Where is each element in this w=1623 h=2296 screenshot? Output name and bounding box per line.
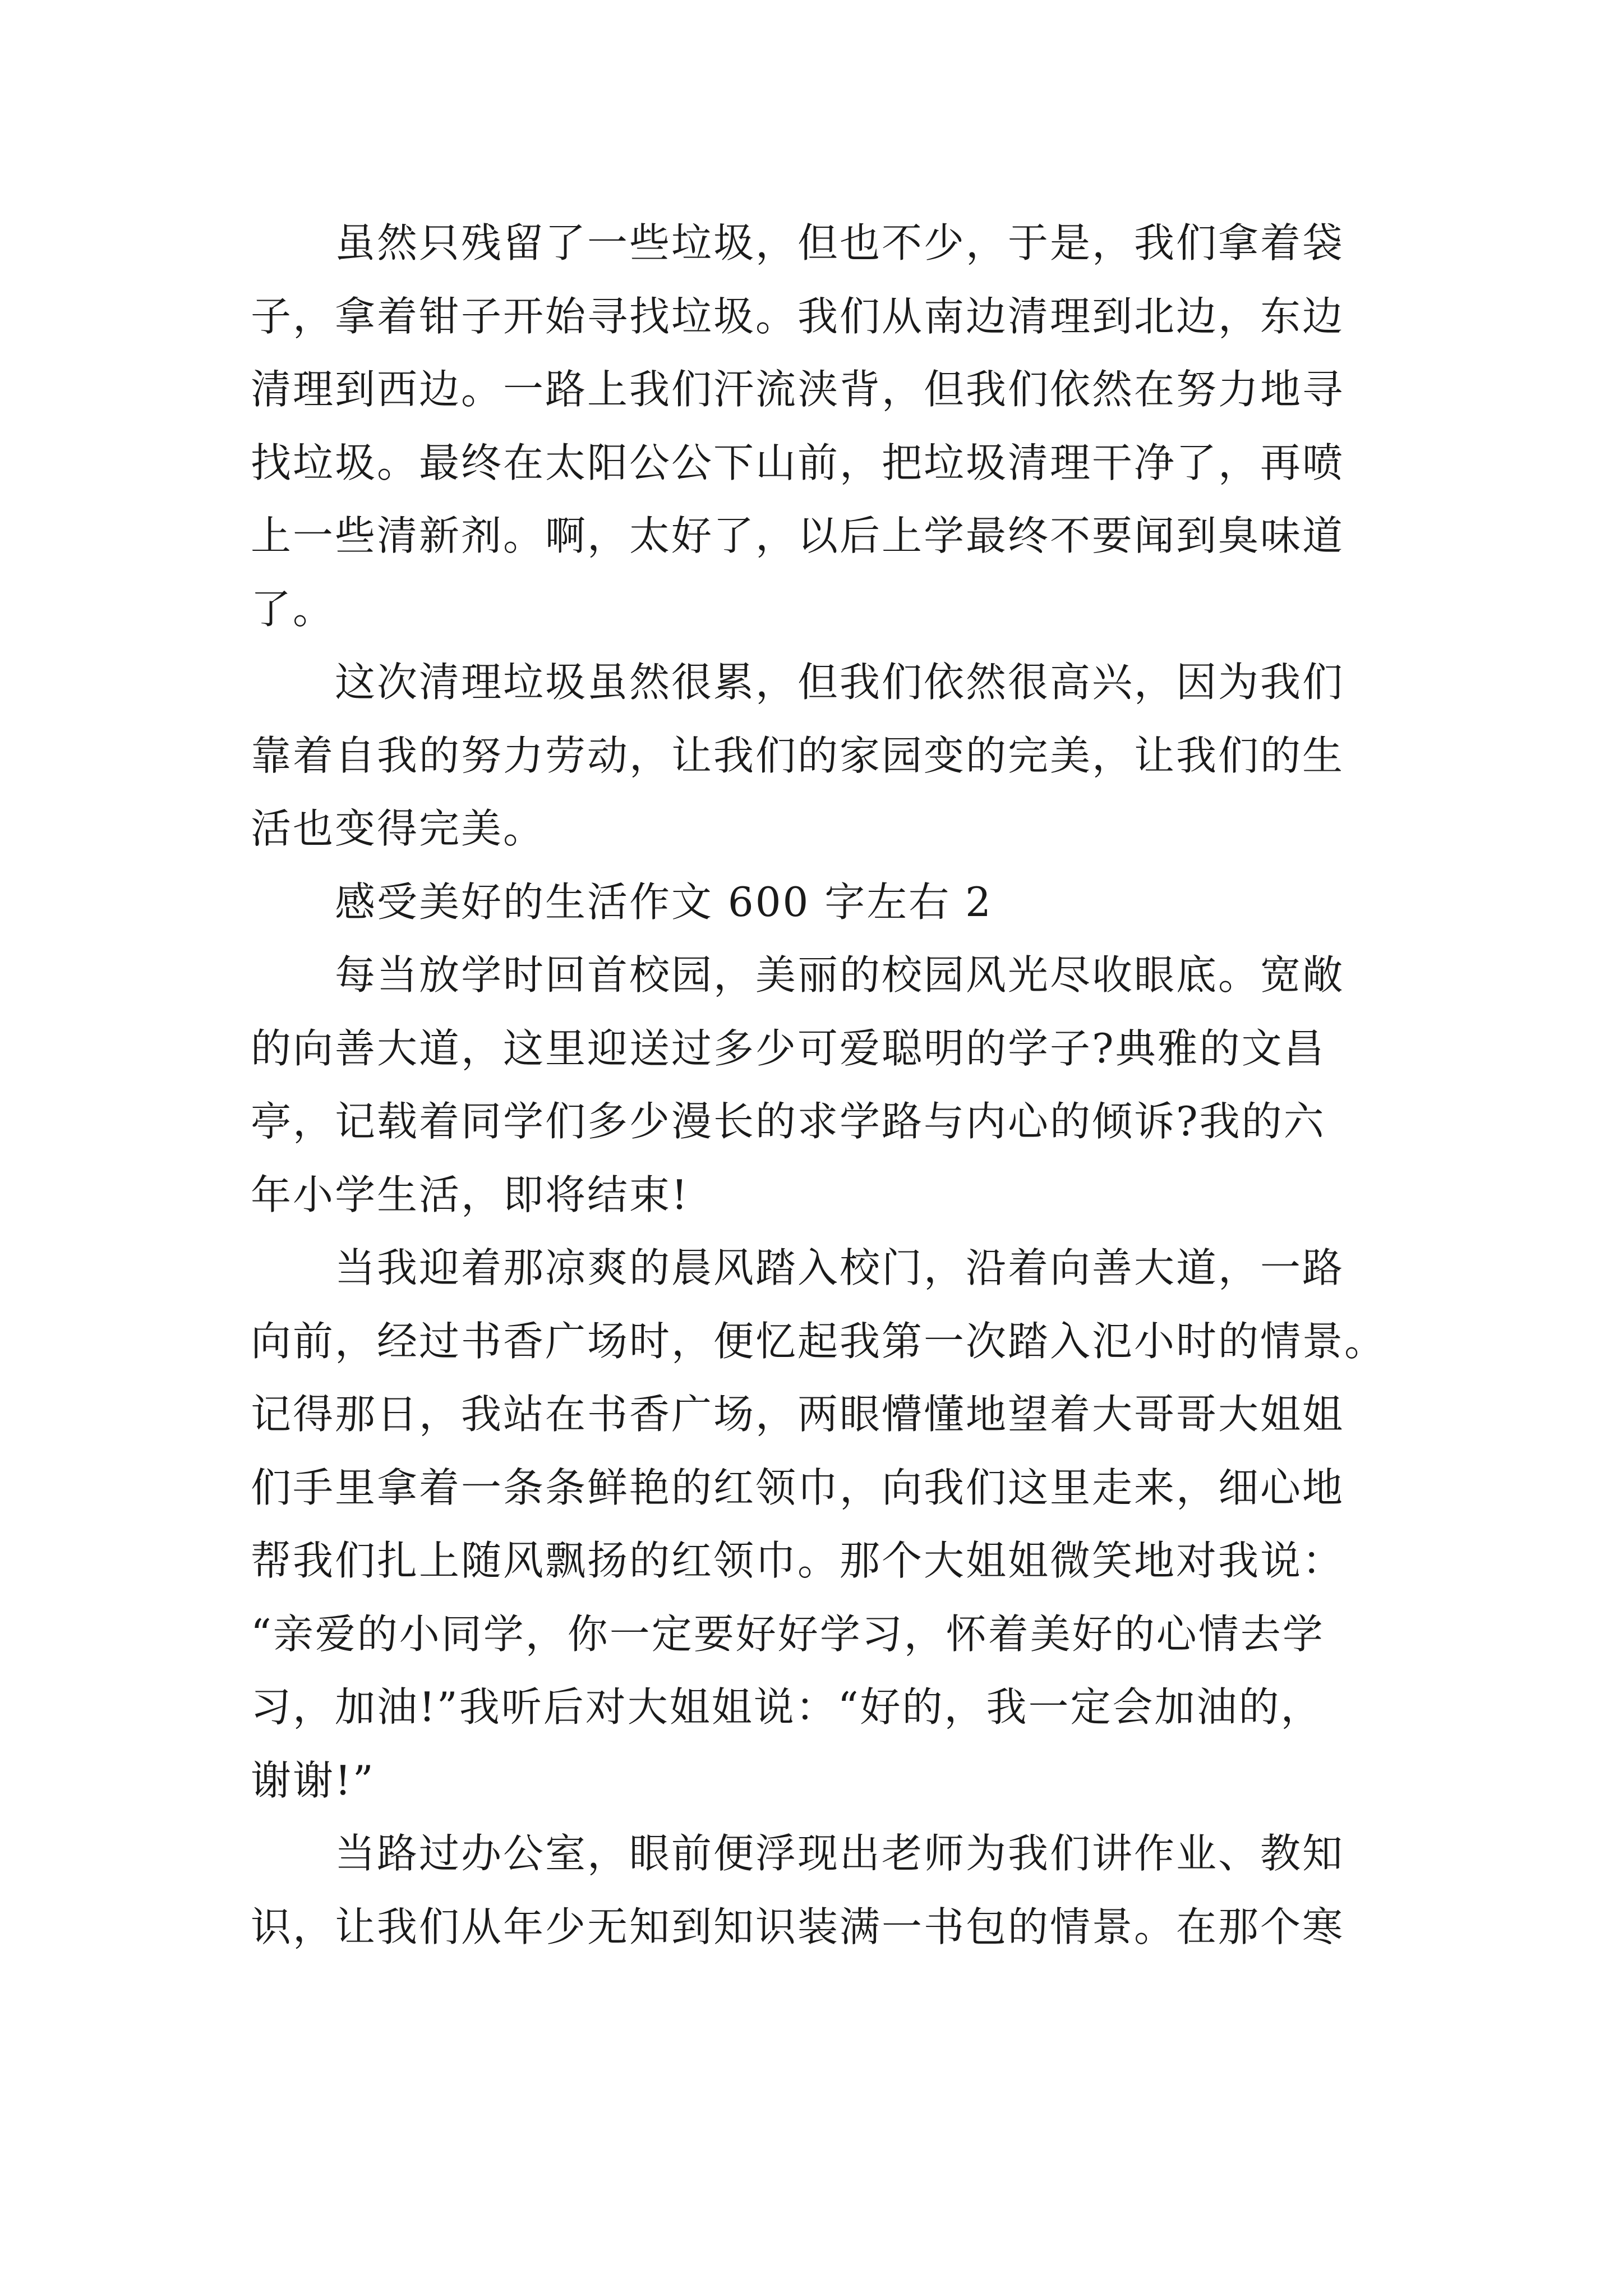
text-line: 感受美好的生活作文 600 字左右 2 [335,878,993,926]
text-line: 虽然只残留了一些垃圾，但也不少，于是，我们拿着袋 [335,219,1345,266]
text-line: 们手里拿着一条条鲜艳的红领巾，向我们这里走来，细心地 [251,1464,1345,1511]
text-line: 活也变得完美。 [251,805,546,852]
text-line: 谢谢!” [251,1756,375,1804]
essay-body [251,206,1395,1963]
text-line: 靠着自我的努力劳动，让我们的家园变的完美，让我们的生 [251,731,1345,779]
text-line: 向前，经过书香广场时，便忆起我第一次踏入氾小时的情景。 [251,1317,1387,1365]
text-line: 的向善大道，这里迎送过多少可爱聪明的学子?典雅的文昌 [251,1024,1326,1072]
text-line: 找垃圾。最终在太阳公公下山前，把垃圾清理干净了，再喷 [251,439,1345,486]
text-line: 亭，记载着同学们多少漫长的求学路与内心的倾诉?我的六 [251,1098,1326,1145]
text-line: 年小学生活，即将结束! [251,1171,689,1218]
text-line: 子，拿着钳子开始寻找垃圾。我们从南边清理到北边，东边 [251,292,1345,340]
text-line: 上一些清新剂。啊，太好了，以后上学最终不要闻到臭味道 [251,512,1345,559]
text-line: 清理到西边。一路上我们汗流浃背，但我们依然在努力地寻 [251,366,1345,413]
text-line: 当我迎着那凉爽的晨风踏入校门，沿着向善大道，一路 [335,1244,1345,1291]
text-line: 习，加油!”我听后对大姐姐说：“好的，我一定会加油的， [251,1683,1323,1731]
text-line: “亲爱的小同学，你一定要好好学习，怀着美好的心情去学 [251,1610,1325,1658]
text-line: 识，让我们从年少无知到知识装满一书包的情景。在那个寒 [251,1903,1345,1950]
text-line: 每当放学时回首校园，美丽的校园风光尽收眼底。宽敞 [335,951,1345,999]
text-line: 了。 [251,585,335,633]
text-line: 这次清理垃圾虽然很累，但我们依然很高兴，因为我们 [335,659,1345,706]
text-line: 帮我们扎上随风飘扬的红领巾。那个大姐姐微笑地对我说： [251,1537,1345,1584]
text-line: 当路过办公室，眼前便浮现出老师为我们讲作业、教知 [335,1830,1345,1877]
text-line: 记得那日，我站在书香广场，两眼懵懂地望着大哥哥大姐姐 [251,1391,1345,1438]
